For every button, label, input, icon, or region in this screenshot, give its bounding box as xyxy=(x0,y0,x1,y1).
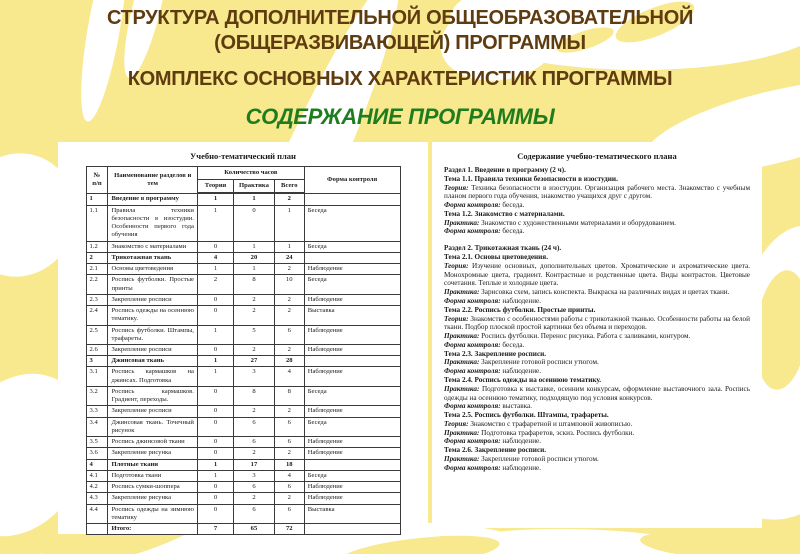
content-title: Содержание учебно-тематического плана xyxy=(517,151,677,161)
table-row xyxy=(86,417,400,436)
cell-theory: 2 xyxy=(197,275,233,294)
labeled-paragraph: Теория: Изучение основных, дополнительных цветов. Хроматические и ахроматические цвета. Монохромные цвета, градиент. Контрастные и родственные цвета. Виды контрастов. Цветовые сочетания. Теплые и холодные цвета. xyxy=(444,261,750,288)
cell-practice: 20 xyxy=(234,252,275,263)
labeled-paragraph: Теория: Знакомство с особенностями работы с трикотажной тканью. Особенности работы на белой ткани. Подбор плоской простой картинки без объема и переходов. xyxy=(444,314,750,332)
cell-control: Наблюдение xyxy=(304,482,400,493)
cell-total: 4 xyxy=(274,367,304,386)
cell-total: 2 xyxy=(274,306,304,325)
table-row xyxy=(86,264,400,275)
cell-practice: 2 xyxy=(234,306,275,325)
cell-theory: 1 xyxy=(197,459,233,470)
cell-num: 3.3 xyxy=(86,406,108,417)
cell-control: Выставка xyxy=(304,504,400,523)
cell-theory: 0 xyxy=(197,344,233,355)
table-row xyxy=(86,406,400,417)
cell-control: Наблюдение xyxy=(304,493,400,504)
cell-name: Роспись сумки-шоппера xyxy=(108,482,197,493)
cell-num xyxy=(86,523,108,534)
cell-name: Основы цветоведения xyxy=(108,264,197,275)
cell-total: 6 xyxy=(274,325,304,344)
cell-practice: 1 xyxy=(234,193,275,205)
cell-practice: 6 xyxy=(234,437,275,448)
cell-theory: 1 xyxy=(197,367,233,386)
cell-practice: 2 xyxy=(234,406,275,417)
labeled-paragraph: Практика: Зарисовка схем, запись конспекта. Выкраска на различных видах и цветах ткани. xyxy=(444,288,730,297)
cell-practice: 1 xyxy=(234,264,275,275)
cell-name: Итого: xyxy=(108,523,197,534)
paragraph-label: Практика: xyxy=(444,455,482,463)
cell-num: 4 xyxy=(86,459,108,470)
table-row xyxy=(86,275,400,294)
cell-practice: 6 xyxy=(234,482,275,493)
cell-control: Выставка xyxy=(304,306,400,325)
cell-name: Роспись одежды на осеннюю тематику. xyxy=(108,306,197,325)
cell-practice: 0 xyxy=(234,205,275,241)
cell-name: Роспись кармашков на джинсах. Подготовка xyxy=(108,367,197,386)
labeled-paragraph: Форма контроля: выставка. xyxy=(444,402,532,411)
heading-line: Тема 2.4. Роспись одежды на осеннюю тематику. xyxy=(444,375,602,384)
table-row xyxy=(86,437,400,448)
heading-line: Раздел 1. Введение в программу (2 ч). xyxy=(444,166,566,174)
paragraph-label: Форма контроля: xyxy=(444,402,503,411)
cell-practice: 2 xyxy=(234,448,275,459)
cell-name: Джинсовая ткань. Точечный рисунок xyxy=(108,417,197,436)
cell-total: 4 xyxy=(274,470,304,481)
cell-theory: 0 xyxy=(197,504,233,523)
paragraph-spacer xyxy=(444,236,750,244)
cell-theory: 0 xyxy=(197,448,233,459)
table-row xyxy=(86,241,400,252)
section-title: СОДЕРЖАНИЕ ПРОГРАММЫ xyxy=(245,104,555,129)
table-row xyxy=(86,205,400,241)
cell-control: Беседа xyxy=(304,470,400,481)
cell-num: 3.2 xyxy=(86,386,108,405)
labeled-paragraph: Практика: Закрепление готовой росписи утюгом. xyxy=(444,455,599,463)
table-row xyxy=(86,306,400,325)
cell-total: 18 xyxy=(274,459,304,470)
cell-theory: 1 xyxy=(197,193,233,205)
cell-num: 1.2 xyxy=(86,241,108,252)
labeled-paragraph: Практика: Подготовка к выставке, осенним конкурсам, оформление выставочного зала. Роспись одежды на осеннюю тематику, подходящую под условия конкурсов. xyxy=(444,384,750,402)
table-row xyxy=(86,386,400,405)
labeled-paragraph: Форма контроля: беседа. xyxy=(444,201,525,210)
table-row xyxy=(86,482,400,493)
cell-theory: 0 xyxy=(197,482,233,493)
cell-num: 3 xyxy=(86,356,108,367)
cell-num: 4.3 xyxy=(86,493,108,504)
cell-control: Наблюдение xyxy=(304,448,400,459)
content-panel xyxy=(432,142,762,528)
cell-theory: 0 xyxy=(197,437,233,448)
paragraph-label: Практика: xyxy=(444,428,482,437)
cell-control: Наблюдение xyxy=(304,367,400,386)
cell-theory: 1 xyxy=(197,325,233,344)
cell-total: 2 xyxy=(274,493,304,504)
cell-theory: 0 xyxy=(197,241,233,252)
table-row xyxy=(86,294,400,305)
cell-total: 1 xyxy=(274,205,304,241)
cell-control xyxy=(304,252,400,263)
labeled-paragraph: Форма контроля: наблюдение. xyxy=(444,437,542,446)
cell-num: 2.6 xyxy=(86,344,108,355)
cell-name: Роспись джинсовой ткани xyxy=(108,437,197,448)
page-title: СТРУКТУРА ДОПОЛНИТЕЛЬНОЙ ОБЩЕОБРАЗОВАТЕЛЬНОЙ (ОБЩЕРАЗВИВАЮЩЕЙ) ПРОГРАММЫ xyxy=(106,7,694,54)
labeled-paragraph: Форма контроля: беседа. xyxy=(444,227,525,236)
cell-name: Роспись футболки. Штампы, трафареты. xyxy=(108,325,197,344)
cell-num: 2.5 xyxy=(86,325,108,344)
cell-num: 3.4 xyxy=(86,417,108,436)
cell-total: 24 xyxy=(274,252,304,263)
cell-theory: 1 xyxy=(197,470,233,481)
cell-name: Плотные ткани xyxy=(108,459,197,470)
cell-theory: 0 xyxy=(197,406,233,417)
labeled-paragraph: Практика: Закрепление готовой росписи утюгом. xyxy=(444,358,599,367)
cell-num: 1 xyxy=(86,193,108,205)
cell-theory: 0 xyxy=(197,294,233,305)
paragraph-label: Форма контроля: xyxy=(444,296,503,305)
heading-line: Тема 2.2. Роспись футболки. Простые принты. xyxy=(444,305,596,314)
paragraph-label: Практика: xyxy=(444,332,482,341)
cell-total: 28 xyxy=(274,356,304,367)
cell-theory: 0 xyxy=(197,386,233,405)
cell-theory: 1 xyxy=(197,205,233,241)
cell-name: Роспись одежды на зимнюю тематику xyxy=(108,504,197,523)
cell-control: Наблюдение xyxy=(304,406,400,417)
plan-table-body xyxy=(86,193,400,534)
cell-theory: 0 xyxy=(197,493,233,504)
cell-name: Закрепление росписи xyxy=(108,344,197,355)
cell-name: Роспись футболки. Простые принты xyxy=(108,275,197,294)
cell-total: 6 xyxy=(274,482,304,493)
cell-control: Беседа xyxy=(304,241,400,252)
section-row xyxy=(86,193,400,205)
cell-name: Правила техники безопасности в изостудии. Особенности первого года обучения xyxy=(108,205,197,241)
paragraph-label: Форма контроля: xyxy=(444,463,503,472)
cell-theory: 4 xyxy=(197,252,233,263)
labeled-paragraph: Практика: Роспись футболки. Перенос рисунка. Работа с заливками, контуром. xyxy=(444,332,691,341)
section-row xyxy=(86,356,400,367)
cell-name: Введение в программу xyxy=(108,193,197,205)
cell-control: Беседа xyxy=(304,275,400,294)
cell-total: 1 xyxy=(274,241,304,252)
cell-num: 1.1 xyxy=(86,205,108,241)
cell-total: 2 xyxy=(274,294,304,305)
num-header-line1: № xyxy=(93,171,101,179)
paragraph-label: Теория: xyxy=(444,314,471,323)
cell-total: 6 xyxy=(274,437,304,448)
cell-total: 10 xyxy=(274,275,304,294)
cell-total: 2 xyxy=(274,448,304,459)
cell-total: 6 xyxy=(274,504,304,523)
cell-total: 2 xyxy=(274,264,304,275)
heading-line: Тема 2.5. Роспись футболки. Штампы, трафареты. xyxy=(444,411,609,420)
cell-practice: 8 xyxy=(234,386,275,405)
cell-theory: 7 xyxy=(197,523,233,534)
cell-name: Закрепление рисунка xyxy=(108,448,197,459)
cell-total: 72 xyxy=(274,523,304,534)
paragraph-label: Форма контроля: xyxy=(444,227,503,236)
section-row xyxy=(86,523,400,534)
cell-total: 8 xyxy=(274,386,304,405)
cell-practice: 27 xyxy=(234,356,275,367)
table-row xyxy=(86,493,400,504)
cell-practice: 1 xyxy=(234,241,275,252)
labeled-paragraph: Форма контроля: наблюдение. xyxy=(444,367,542,376)
table-row xyxy=(86,448,400,459)
plan-panel xyxy=(58,142,428,534)
cell-name: Подготовка ткани xyxy=(108,470,197,481)
labeled-paragraph: Теория: Знакомство с трафаретной и штамповой живописью. xyxy=(444,419,633,428)
cell-control xyxy=(304,459,400,470)
labeled-paragraph: Практика: Подготовка трафаретов, эскиз. Роспись футболки. xyxy=(444,428,635,437)
table-row xyxy=(86,325,400,344)
cell-num: 4.1 xyxy=(86,470,108,481)
col-header-num xyxy=(86,167,108,194)
cell-practice: 3 xyxy=(234,470,275,481)
cell-total: 2 xyxy=(274,193,304,205)
cell-name: Джинсовая ткань xyxy=(108,356,197,367)
cell-theory: 1 xyxy=(197,264,233,275)
heading-line: Тема 1.1. Правила техники безопасности в изостудии. xyxy=(444,174,618,183)
labeled-paragraph: Форма контроля: наблюдение. xyxy=(444,463,542,472)
content-blocks xyxy=(432,166,762,473)
col-header-hours-group: Количество часов xyxy=(197,167,304,180)
paragraph-label: Практика: xyxy=(444,288,482,297)
plan-table xyxy=(86,166,401,535)
cell-practice: 8 xyxy=(234,275,275,294)
num-header-line2: п/п xyxy=(92,179,102,187)
cell-control: Наблюдение xyxy=(304,294,400,305)
cell-practice: 17 xyxy=(234,459,275,470)
table-row xyxy=(86,504,400,523)
cell-control: Беседа xyxy=(304,205,400,241)
heading-line: Тема 2.3. Закрепление росписи. xyxy=(444,349,547,358)
cell-control xyxy=(304,356,400,367)
cell-name: Закрепление рисунка xyxy=(108,493,197,504)
heading-line: Тема 1.2. Знакомство с материалами. xyxy=(444,209,565,218)
cell-practice: 6 xyxy=(234,417,275,436)
paragraph-label: Форма контроля: xyxy=(444,340,503,349)
col-header-control: Форма контроля xyxy=(304,167,400,194)
cell-theory: 1 xyxy=(197,356,233,367)
heading-line: Раздел 2. Трикотажная ткань (24 ч). xyxy=(444,244,562,253)
cell-total: 2 xyxy=(274,344,304,355)
cell-control: Беседа xyxy=(304,417,400,436)
cell-num: 3.6 xyxy=(86,448,108,459)
labeled-paragraph: Форма контроля: наблюдение. xyxy=(444,296,542,305)
paragraph-label: Практика: xyxy=(444,218,482,227)
cell-name: Закрепление росписи xyxy=(108,406,197,417)
paragraph-label: Форма контроля: xyxy=(444,201,503,210)
cell-num: 2.3 xyxy=(86,294,108,305)
cell-practice: 6 xyxy=(234,504,275,523)
cell-name: Закрепление росписи xyxy=(108,294,197,305)
col-header-practice: Практика xyxy=(234,180,275,194)
labeled-paragraph: Форма контроля: беседа. xyxy=(444,340,525,349)
paragraph-label: Практика: xyxy=(444,358,482,367)
labeled-paragraph: Практика: Знакомство с художественными материалами и оборудованием. xyxy=(444,218,676,227)
col-header-name: Наименование разделов и тем xyxy=(108,167,197,194)
cell-control: Беседа xyxy=(304,386,400,405)
cell-name: Трикотажная ткань xyxy=(108,252,197,263)
header xyxy=(0,6,800,129)
cell-control: Наблюдение xyxy=(304,344,400,355)
col-header-total: Всего xyxy=(274,180,304,194)
heading-line: Тема 2.1. Основы цветоведения. xyxy=(444,253,548,262)
heading-line: Тема 2.6. Закрепление росписи. xyxy=(444,446,547,455)
cell-num: 2.1 xyxy=(86,264,108,275)
cell-control: Наблюдение xyxy=(304,325,400,344)
paragraph-label: Форма контроля: xyxy=(444,367,503,376)
cell-practice: 5 xyxy=(234,325,275,344)
cell-num: 4.4 xyxy=(86,504,108,523)
col-header-theory: Теория xyxy=(197,180,233,194)
cell-num: 2.4 xyxy=(86,306,108,325)
section-row xyxy=(86,252,400,263)
table-row xyxy=(86,367,400,386)
cell-control: Наблюдение xyxy=(304,264,400,275)
paragraph-label: Теория: xyxy=(444,183,472,192)
cell-num: 2 xyxy=(86,252,108,263)
section-row xyxy=(86,459,400,470)
cell-theory: 0 xyxy=(197,417,233,436)
cell-control: Наблюдение xyxy=(304,437,400,448)
cell-num: 3.1 xyxy=(86,367,108,386)
paragraph-label: Теория: xyxy=(444,419,471,428)
cell-control xyxy=(304,193,400,205)
table-row xyxy=(86,470,400,481)
cell-name: Роспись кармашков. Градиент, переходы. xyxy=(108,386,197,405)
cell-practice: 65 xyxy=(234,523,275,534)
page-subtitle: КОМПЛЕКС ОСНОВНЫХ ХАРАКТЕРИСТИК ПРОГРАММЫ xyxy=(127,68,673,90)
cell-num: 3.5 xyxy=(86,437,108,448)
cell-practice: 3 xyxy=(234,367,275,386)
paragraph-label: Теория: xyxy=(444,261,473,270)
paragraph-label: Форма контроля: xyxy=(444,437,503,446)
cell-num: 2.2 xyxy=(86,275,108,294)
cell-total: 6 xyxy=(274,417,304,436)
labeled-paragraph: Теория: Техника безопасности в изостудии. Организация рабочего места. Знакомство с учебным планом первого года обучения, знакомство учащихся друг с другом. xyxy=(444,183,750,201)
cell-theory: 0 xyxy=(197,306,233,325)
table-header-row xyxy=(86,167,400,180)
cell-name: Знакомство с материалами xyxy=(108,241,197,252)
cell-practice: 2 xyxy=(234,294,275,305)
table-row xyxy=(86,344,400,355)
cell-num: 4.2 xyxy=(86,482,108,493)
cell-practice: 2 xyxy=(234,493,275,504)
cell-practice: 2 xyxy=(234,344,275,355)
paragraph-label: Практика: xyxy=(444,384,482,393)
cell-control xyxy=(304,523,400,534)
plan-table-title: Учебно-тематический план xyxy=(190,151,296,161)
cell-total: 2 xyxy=(274,406,304,417)
